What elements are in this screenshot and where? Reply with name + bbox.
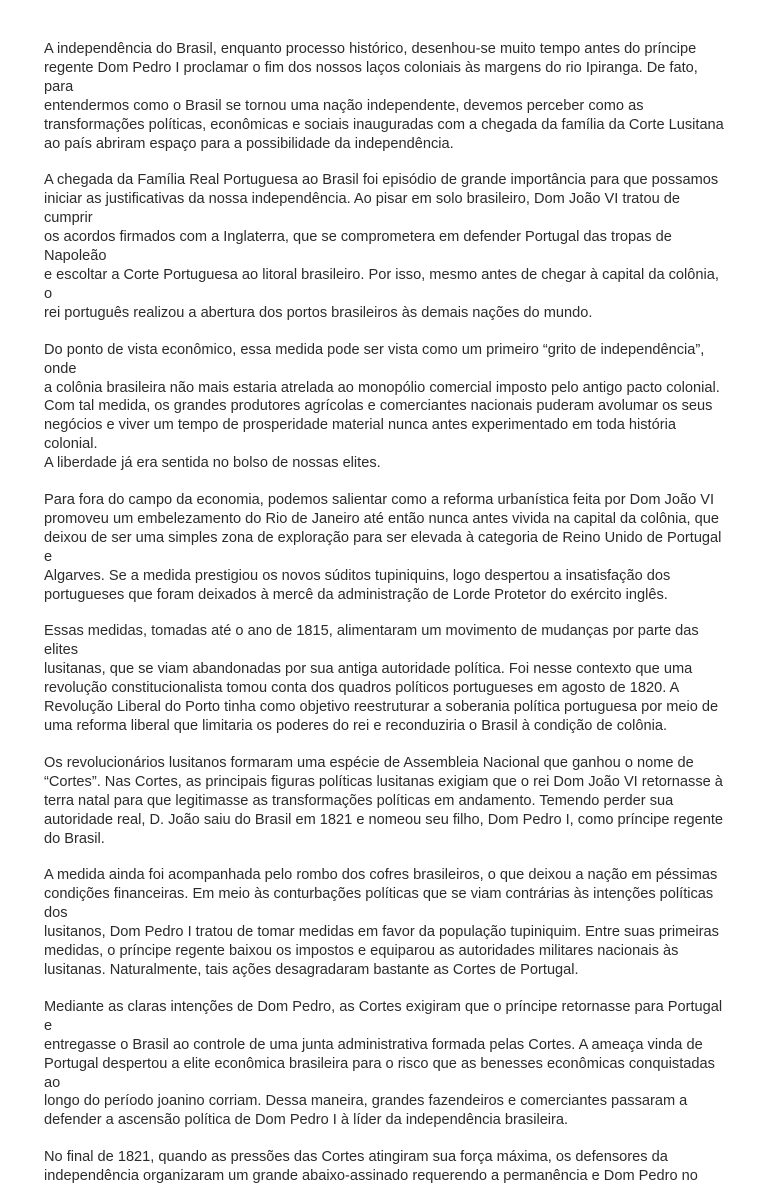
paragraph: A chegada da Família Real Portuguesa ao Brasil foi episódio de grande importância para que possamos iniciar as justificativas da nossa independência. Ao pisar em solo brasileiro, Dom João VI tratou de cumprir os acordos firmados com a Inglaterra, que se comprometera em defender Portugal das tropas de Napoleão e escoltar a Corte Portuguesa ao litoral brasileiro. Por isso, mesmo antes de chegar à capital da colônia, o rei português realizou a abertura dos portos brasileiros às demais nações do mundo. (44, 172, 719, 321)
paragraph: A medida ainda foi acompanhada pelo rombo dos cofres brasileiros, o que deixou a nação em péssimas condições financeiras. Em meio às conturbações políticas que se viam contrárias às intenções políticas dos lusitanos, Dom Pedro I tratou de tomar medidas em favor da população tupiniquim. Entre suas primeiras medidas, o príncipe regente baixou os impostos e equiparou as autoridades militares nacionais às lusitanas. Naturalmente, tais ações desagradaram bastante as Cortes de Portugal. (44, 867, 719, 978)
paragraph: A independência do Brasil, enquanto processo histórico, desenhou-se muito tempo antes do príncipe regente Dom Pedro I proclamar o fim dos nossos laços coloniais às margens do rio Ipiranga. De fato, para entendermos como o Brasil se tornou uma nação independente, devemos perceber como as transformações políticas, econômicas e sociais inauguradas com a chegada da família da Corte Lusitana ao país abriram espaço para a possibilidade da independência. (44, 41, 724, 152)
paragraph: Essas medidas, tomadas até o ano de 1815, alimentaram um movimento de mudanças por parte das elites lusitanas, que se viam abandonadas por sua antiga autoridade política. Foi nesse contexto que uma revolução constitucionalista tomou conta dos quadros políticos portugueses em agosto de 1820. A Revolução Liberal do Porto tinha como objetivo reestruturar a soberania política portuguesa por meio de uma reforma liberal que limitaria os poderes do rei e reconduziria o Brasil à condição de colônia. (44, 623, 719, 734)
paragraph: Para fora do campo da economia, podemos salientar como a reforma urbanística feita por Dom João VI promoveu um embelezamento do Rio de Janeiro até então nunca antes vivida na capital da colônia, que deixou de ser uma simples zona de exploração para ser elevada à categoria de Reino Unido de Portugal e Algarves. Se a medida prestigiou os novos súditos tupiniquins, logo despertou a insatisfação dos portugueses que foram deixados à mercê da administração de Lorde Protetor do exército inglês. (44, 492, 722, 603)
paragraph: No final de 1821, quando as pressões das Cortes atingiram sua força máxima, os defensores da independência organizaram um grande abaixo-assinado requerendo a permanência e Dom Pedro no (44, 1149, 698, 1185)
paragraph: Do ponto de vista econômico, essa medida pode ser vista como um primeiro “grito de independência”, onde a colônia brasileira não mais estaria atrelada ao monopólio comercial imposto pelo antigo pacto colonial. Com tal medida, os grandes produtores agrícolas e comerciantes nacionais puderam avolumar os seus negócios e viver um tempo de prosperidade material nunca antes experimentado em toda história colonial. A liberdade já era sentida no bolso de nossas elites. (44, 341, 720, 472)
paragraph: Os revolucionários lusitanos formaram uma espécie de Assembleia Nacional que ganhou o nome de “Cortes”. Nas Cortes, as principais figuras políticas lusitanas exigiam que o rei Dom João VI retornasse à terra natal para que legitimasse as transformações políticas em andamento. Temendo perder sua autoridade real, D. João saiu do Brasil em 1821 e nomeou seu filho, Dom Pedro I, como príncipe regente do Brasil. (44, 754, 723, 847)
paragraph: Mediante as claras intenções de Dom Pedro, as Cortes exigiram que o príncipe retornasse para Portugal e entregasse o Brasil ao controle de uma junta administrativa formada pelas Cortes. A ameaça vinda de Portugal despertou a elite econômica brasileira para o risco que as benesses econômicas conquistadas ao longo do período joanino corriam. Dessa maneira, grandes fazendeiros e comerciantes passaram a defender a ascensão política de Dom Pedro I à líder da independência brasileira. (44, 998, 723, 1129)
